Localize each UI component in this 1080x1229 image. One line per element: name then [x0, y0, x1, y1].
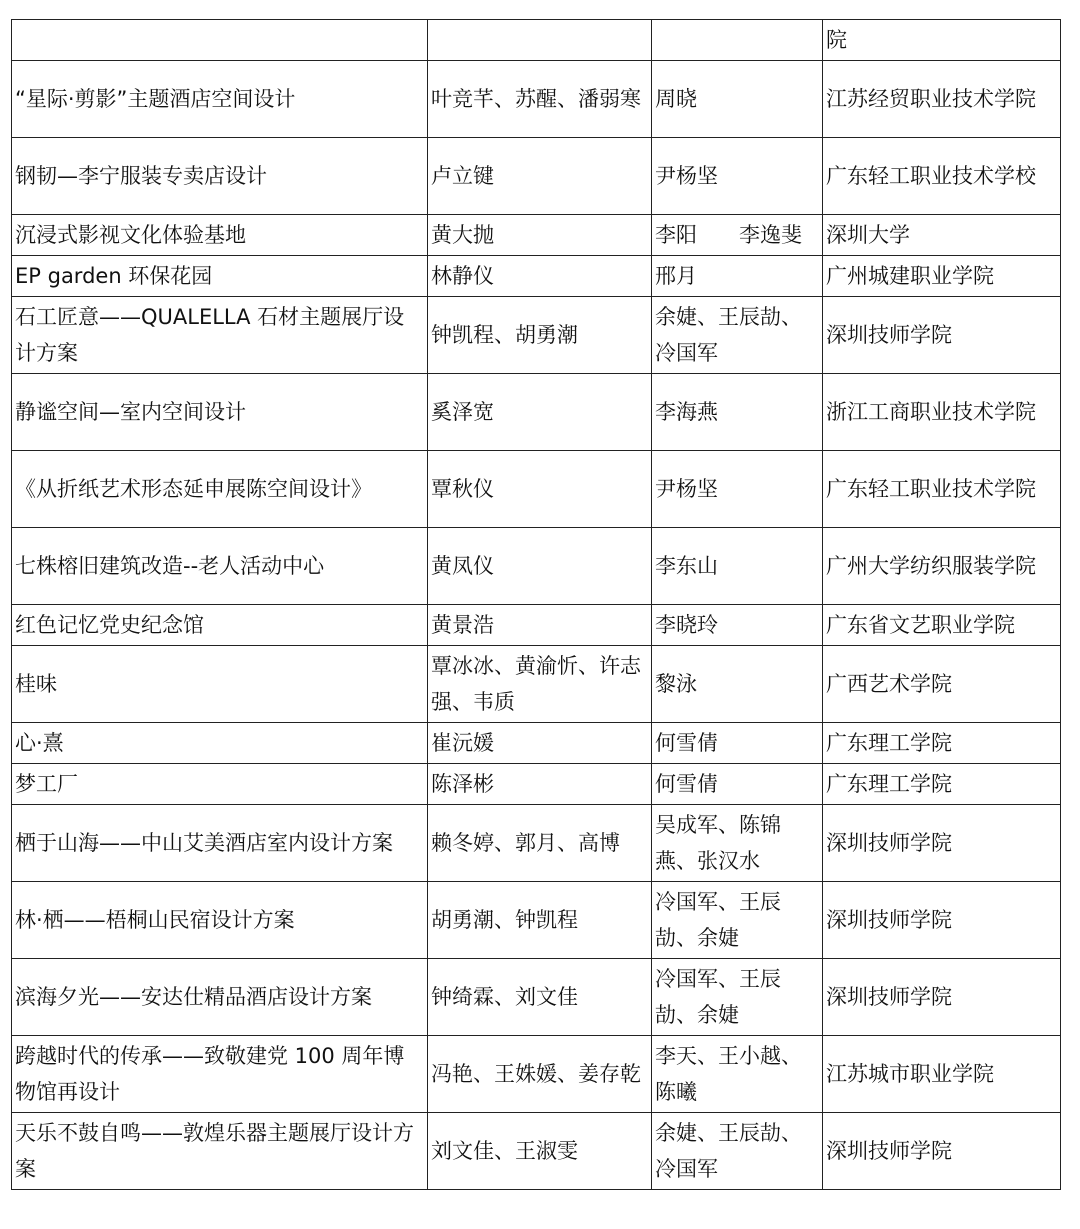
authors-cell: 奚泽宽	[428, 374, 652, 451]
school-cell: 江苏经贸职业技术学院	[823, 61, 1061, 138]
advisor-cell: 黎泳	[652, 646, 823, 723]
advisor-cell: 李天、王小越、陈曦	[652, 1036, 823, 1113]
work-title-cell: 桂味	[12, 646, 428, 723]
school-cell: 广东轻工职业技术学校	[823, 138, 1061, 215]
school-cell: 广东省文艺职业学院	[823, 605, 1061, 646]
school-cell: 广州城建职业学院	[823, 256, 1061, 297]
authors-cell: 覃冰冰、黄渝忻、许志强、韦质	[428, 646, 652, 723]
advisor-cell: 尹杨坚	[652, 451, 823, 528]
school-cell: 深圳技师学院	[823, 297, 1061, 374]
authors-cell: 钟凯程、胡勇潮	[428, 297, 652, 374]
advisor-cell: 李海燕	[652, 374, 823, 451]
advisor-cell: 李东山	[652, 528, 823, 605]
school-cell: 广州大学纺织服装学院	[823, 528, 1061, 605]
work-title-cell: “星际·剪影”主题酒店空间设计	[12, 61, 428, 138]
advisor-cell: 何雪倩	[652, 764, 823, 805]
authors-cell: 冯艳、王姝媛、姜存乾	[428, 1036, 652, 1113]
work-title-cell: 心·熹	[12, 723, 428, 764]
school-cell: 浙江工商职业技术学院	[823, 374, 1061, 451]
work-title-cell: 林·栖——梧桐山民宿设计方案	[12, 882, 428, 959]
table-row	[12, 256, 1061, 297]
table-row	[12, 805, 1061, 882]
table-row	[12, 764, 1061, 805]
table-row	[12, 61, 1061, 138]
school-cell: 江苏城市职业学院	[823, 1036, 1061, 1113]
table-row	[12, 605, 1061, 646]
school-cell: 深圳技师学院	[823, 959, 1061, 1036]
table-body	[12, 20, 1061, 1190]
table-row	[12, 451, 1061, 528]
advisor-cell: 余婕、王辰劼、冷国军	[652, 297, 823, 374]
work-title-cell: 钢韧—李宁服装专卖店设计	[12, 138, 428, 215]
work-title-cell: 静谧空间—室内空间设计	[12, 374, 428, 451]
work-title-cell: 《从折纸艺术形态延申展陈空间设计》	[12, 451, 428, 528]
table-row	[12, 723, 1061, 764]
table-row	[12, 882, 1061, 959]
advisor-cell: 冷国军、王辰劼、余婕	[652, 882, 823, 959]
authors-cell: 赖冬婷、郭月、高博	[428, 805, 652, 882]
school-cell: 深圳技师学院	[823, 882, 1061, 959]
school-cell: 深圳技师学院	[823, 1113, 1061, 1190]
authors-cell: 覃秋仪	[428, 451, 652, 528]
authors-cell: 卢立键	[428, 138, 652, 215]
table-row	[12, 138, 1061, 215]
authors-cell: 林静仪	[428, 256, 652, 297]
work-title-cell: 跨越时代的传承——致敬建党 100 周年博物馆再设计	[12, 1036, 428, 1113]
table-row	[12, 959, 1061, 1036]
authors-cell: 黄大抛	[428, 215, 652, 256]
authors-cell: 陈泽彬	[428, 764, 652, 805]
advisor-cell: 吴成军、陈锦燕、张汉水	[652, 805, 823, 882]
school-cell: 深圳技师学院	[823, 805, 1061, 882]
school-cell: 广东轻工职业技术学院	[823, 451, 1061, 528]
work-title-cell: 沉浸式影视文化体验基地	[12, 215, 428, 256]
table-row	[12, 374, 1061, 451]
table-row-continued	[12, 20, 1061, 61]
school-cell: 院	[823, 20, 1061, 61]
authors-cell: 刘文佳、王淑雯	[428, 1113, 652, 1190]
table-row	[12, 528, 1061, 605]
advisor-cell: 邢月	[652, 256, 823, 297]
school-cell: 广东理工学院	[823, 723, 1061, 764]
work-title-cell: 七株榕旧建筑改造--老人活动中心	[12, 528, 428, 605]
advisor-cell: 何雪倩	[652, 723, 823, 764]
school-cell: 广西艺术学院	[823, 646, 1061, 723]
work-title-cell: 栖于山海——中山艾美酒店室内设计方案	[12, 805, 428, 882]
work-title-cell: 红色记忆党史纪念馆	[12, 605, 428, 646]
table-row	[12, 297, 1061, 374]
authors-cell: 黄景浩	[428, 605, 652, 646]
advisor-cell: 李阳 李逸斐	[652, 215, 823, 256]
table-row	[12, 1036, 1061, 1113]
work-title-cell: 滨海夕光——安达仕精品酒店设计方案	[12, 959, 428, 1036]
advisor-cell	[652, 20, 823, 61]
advisor-cell: 尹杨坚	[652, 138, 823, 215]
authors-cell: 叶竞芊、苏醒、潘弱寒	[428, 61, 652, 138]
school-cell: 广东理工学院	[823, 764, 1061, 805]
authors-cell: 黄凤仪	[428, 528, 652, 605]
table-row	[12, 646, 1061, 723]
authors-cell: 钟绮霖、刘文佳	[428, 959, 652, 1036]
work-title-cell: EP garden 环保花园	[12, 256, 428, 297]
table-row	[12, 1113, 1061, 1190]
authors-cell: 崔沅媛	[428, 723, 652, 764]
advisor-cell: 周晓	[652, 61, 823, 138]
advisor-cell: 余婕、王辰劼、冷国军	[652, 1113, 823, 1190]
work-title-cell: 梦工厂	[12, 764, 428, 805]
work-title-cell	[12, 20, 428, 61]
school-cell: 深圳大学	[823, 215, 1061, 256]
authors-cell	[428, 20, 652, 61]
authors-cell: 胡勇潮、钟凯程	[428, 882, 652, 959]
work-title-cell: 天乐不鼓自鸣——敦煌乐器主题展厅设计方案	[12, 1113, 428, 1190]
award-list-table	[11, 19, 1061, 1190]
work-title-cell: 石工匠意——QUALELLA 石材主题展厅设计方案	[12, 297, 428, 374]
advisor-cell: 李晓玲	[652, 605, 823, 646]
advisor-cell: 冷国军、王辰劼、余婕	[652, 959, 823, 1036]
table-row	[12, 215, 1061, 256]
